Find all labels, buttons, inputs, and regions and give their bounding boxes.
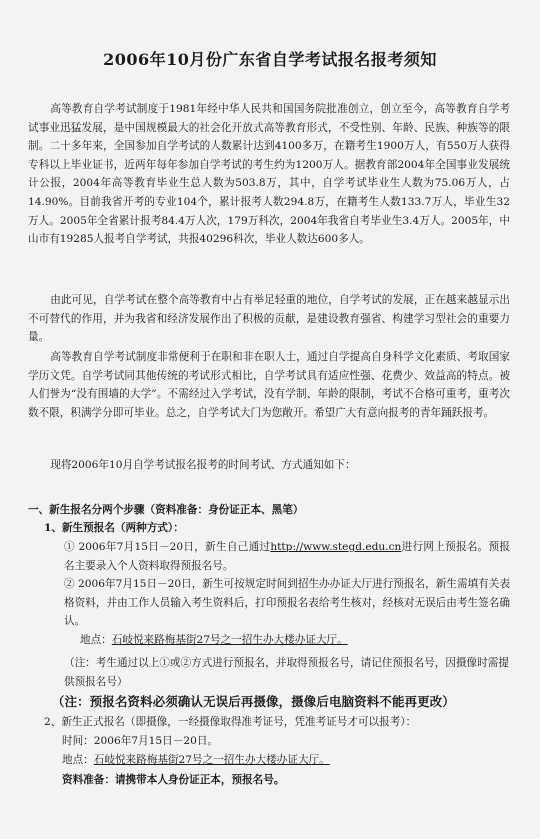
section1-heading: 一、新生报名分两个步骤（资料准备：身份证正本、黑笔） [28, 504, 304, 516]
location2-line [62, 751, 330, 770]
option1-text-b: 进行网上预报名。预报名主要录入个人资料取得预报名号。 [64, 541, 511, 572]
time2-line [62, 732, 218, 751]
option1-text-a: 2006年7月15日－20日，新生自己通过 [78, 541, 271, 553]
option2-text: 2006年7月15日－20日，新生可按规定时间到招生办办证大厅进行预报名，新生需填有关表格资料，并由工作人员输入考生资料后，打印预报名表给考生核对，经核对无误后由考生签名确认。 [64, 578, 510, 628]
time2-label: 时间： [62, 735, 94, 747]
notice-lead-paragraph: 现将2006年10月自学考试报名报考的时间考试、方式通知如下： [50, 459, 356, 471]
location2-label: 地点： [62, 754, 94, 766]
location1-line [80, 631, 348, 650]
location2-value: 石岐悦来路梅基街27号之一招生办大楼办证大厅。 [93, 754, 330, 766]
advantages-paragraph: 高等教育自学考试制度非常便利于在职和非在职人士，通过自学提高自身科学文化素质、考取国家学历文凭。自学考试同其他传统的考试形式相比，自学考试具有适应性强、花费少、效益高的特点。被人们誉为“没有围墙的大学”。不需经过入学考试，没有学制、年龄的限制，考试不合格可重考，重考次数不限，积满学分即可毕业。总之，自学考试大门为您敞开。希望广大有意向报考的青年踊跃报考。 [28, 351, 510, 419]
option1-item [64, 538, 510, 575]
step1-title: 1、新生预报名（两种方式）： [44, 522, 184, 534]
time2-value: 2006年7月15日－20日。 [93, 735, 219, 747]
preregistration-note: （注：考生通过以上①或②方式进行预报名，并取得预报名号，请记住预报名号，因摄像时需提供预报名号） [64, 657, 509, 688]
step2-title: 2、新生正式报名（即摄像，一经摄像取得准考证号，凭准考证号才可以报考）： [44, 716, 417, 728]
option1-number: ① [64, 541, 75, 553]
page-title: 2006年10月份广东省自学考试报名报考须知 [103, 50, 437, 69]
intro-paragraph: 高等教育自学考试制度于1981年经中华人民共和国国务院批准创立，创立至今，高等教育自学考试事业迅猛发展，是中国规模最大的社会化开放式高等教育形式，不受性别、年龄、民族、种族等的限制。二十多年来，全国参加自学考试的人数累计达到4100多万，在籍考生1900万人，有550万人获得专科以上毕业证书，近两年每年参加自学考试的考生约为1200万人。据教育部2004年全国事业发展统计公报，2004年高等教育毕业生总人数为503.8万，其中，自学考试毕业生人数为75.06万人，占14.90%。目前我省开考的专业104个，累计报考人数294.8万，在籍考生人数133.7万人，毕业生32万人。2005年全省累计报考84.4万人次，179万科次，2004年我省自考毕业生3.4万人。2005年，中山市有19285人报考自学考试，共报40296科次，毕业人数达600多人。 [28, 103, 510, 246]
photo-warning: （注：预报名资料必须确认无误后再摄像，摄像后电脑资料不能再更改） [52, 694, 455, 709]
requirement-line: 资料准备：请携带本人身份证正本，预报名号。 [62, 774, 285, 786]
option2-number: ② [64, 578, 75, 590]
registration-website-link[interactable]: http://www.stegd.edu.cn [270, 541, 402, 553]
location1-label: 地点： [80, 634, 112, 646]
option2-item [64, 575, 510, 631]
significance-paragraph: 由此可见，自学考试在整个高等教育中占有举足轻重的地位，自学考试的发展，正在越来越显示出不可替代的作用，并为我省和经济发展作出了积极的贡献，是建设教育强省、构建学习型社会的重要力量。 [28, 294, 510, 344]
location1-value: 石岐悦来路梅基街27号之一招生办大楼办证大厅。 [111, 634, 348, 646]
